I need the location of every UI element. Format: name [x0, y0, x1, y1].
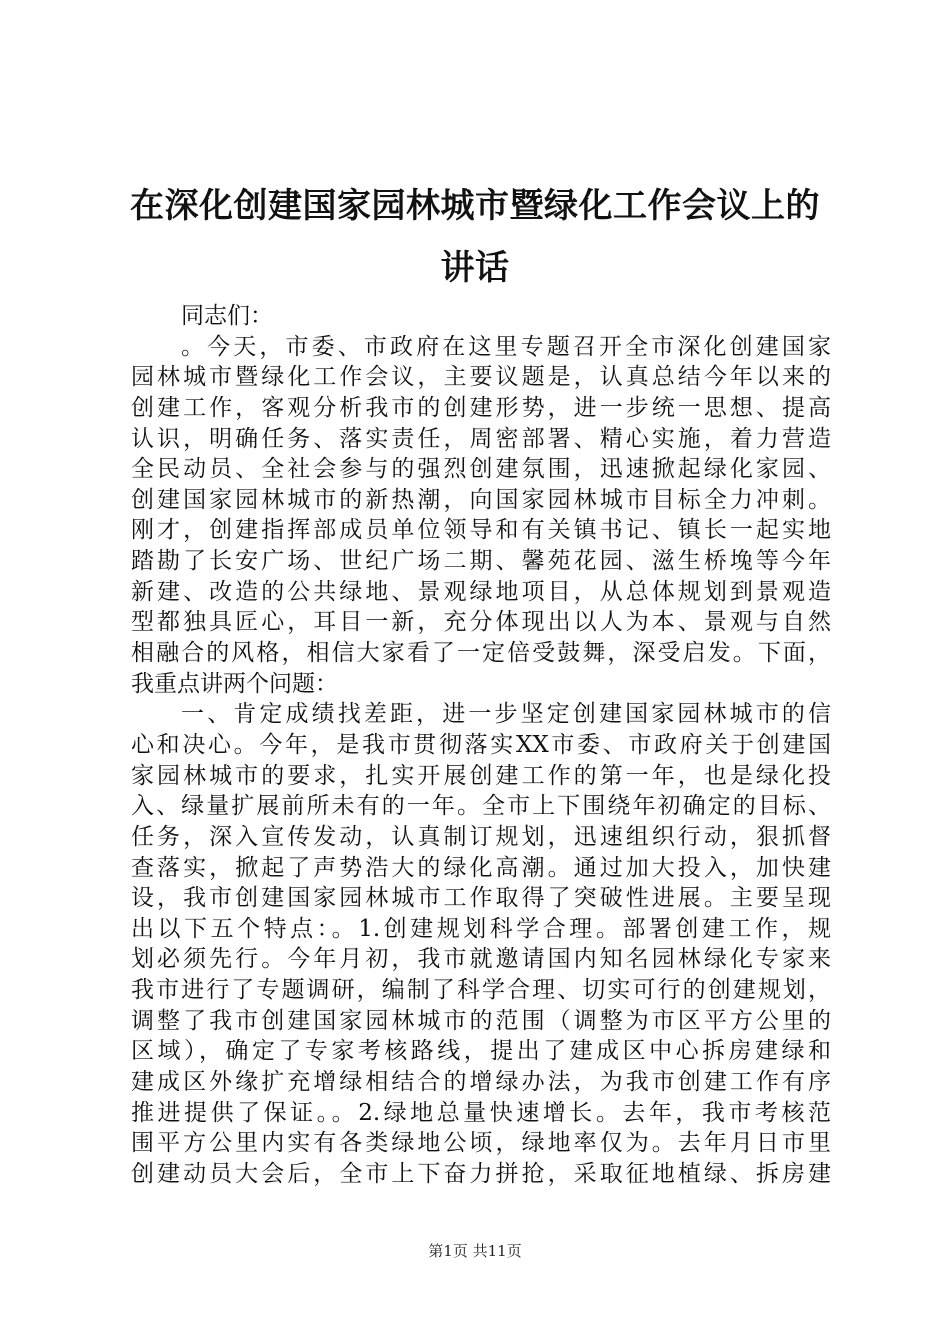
salutation-line: 同志们：	[181, 303, 273, 329]
body-line: 认识，明确任务、落实责任，周密部署、精心实施，着力营造	[131, 425, 831, 452]
body-line: 查落实，掀起了声势浩大的绿化高潮。通过加大投入，加快建	[131, 854, 831, 881]
section-heading-line: 一、肯定成绩找差距，进一步坚定创建国家园林城市的信	[181, 701, 831, 728]
body-line: 区域），确定了专家考核路线，提出了建成区中心拆房建绿和	[131, 1038, 831, 1065]
body-line: 调整了我市创建国家园林城市的范围（调整为市区平方公里的	[131, 1007, 831, 1034]
body-line: 入、绿量扩展前所未有的一年。全市上下围绕年初确定的目标、	[131, 793, 831, 820]
body-line: 全民动员、全社会参与的强烈创建氛围，迅速掀起绿化家园、	[131, 456, 831, 483]
body-line: 新建、改造的公共绿地、景观绿地项目，从总体规划到景观造	[131, 578, 831, 605]
body-line: 相融合的风格，相信大家看了一定倍受鼓舞，深受启发。下面，	[131, 640, 831, 667]
page-footer: 第1页 共11页	[428, 1242, 522, 1260]
body-line: 建成区外缘扩充增绿相结合的增绿办法，为我市创建工作有序	[131, 1069, 831, 1096]
body-line: 。今天，市委、市政府在这里专题召开全市深化创建国家	[181, 333, 831, 360]
body-line: 创建国家园林城市的新热潮，向国家园林城市目标全力冲刺。	[131, 486, 831, 513]
body-line: 划必须先行。今年月初，我市就邀请国内知名园林绿化专家来	[131, 946, 831, 973]
body-line: 设，我市创建国家园林城市工作取得了突破性进展。主要呈现	[131, 885, 831, 912]
body-line: 踏勘了长安广场、世纪广场二期、馨苑花园、滋生桥堍等今年	[131, 548, 831, 575]
body-line: 型都独具匠心，耳目一新，充分体现出以人为本、景观与自然	[131, 609, 831, 636]
body-line: 我重点讲两个问题：	[131, 670, 338, 697]
body-line: 出以下五个特点：。1.创建规划科学合理。部署创建工作，规	[131, 915, 831, 942]
document-title-line-2: 讲话	[440, 248, 510, 288]
body-line: 任务，深入宣传发动，认真制订规划，迅速组织行动，狠抓督	[131, 823, 831, 850]
body-line: 家园林城市的要求，扎实开展创建工作的第一年，也是绿化投	[131, 762, 831, 789]
document-body	[131, 301, 831, 1190]
body-line: 我市进行了专题调研，编制了科学合理、切实可行的创建规划，	[131, 977, 831, 1004]
document-title-line-1: 在深化创建国家园林城市暨绿化工作会议上的	[130, 186, 820, 226]
body-line: 创建动员大会后，全市上下奋力拼抢，采取征地植绿、拆房建	[131, 1160, 831, 1187]
body-line: 创建工作，客观分析我市的创建形势，进一步统一思想、提高	[131, 394, 831, 421]
body-line: 刚才，创建指挥部成员单位领导和有关镇书记、镇长一起实地	[131, 517, 831, 544]
body-line: 推进提供了保证。。2.绿地总量快速增长。去年，我市考核范	[131, 1099, 831, 1126]
body-line: 围平方公里内实有各类绿地公顷，绿地率仅为。去年月日市里	[131, 1130, 831, 1157]
body-line: 园林城市暨绿化工作会议，主要议题是，认真总结今年以来的	[131, 364, 831, 391]
body-line: 心和决心。今年，是我市贯彻落实XX市委、市政府关于创建国	[131, 731, 831, 758]
